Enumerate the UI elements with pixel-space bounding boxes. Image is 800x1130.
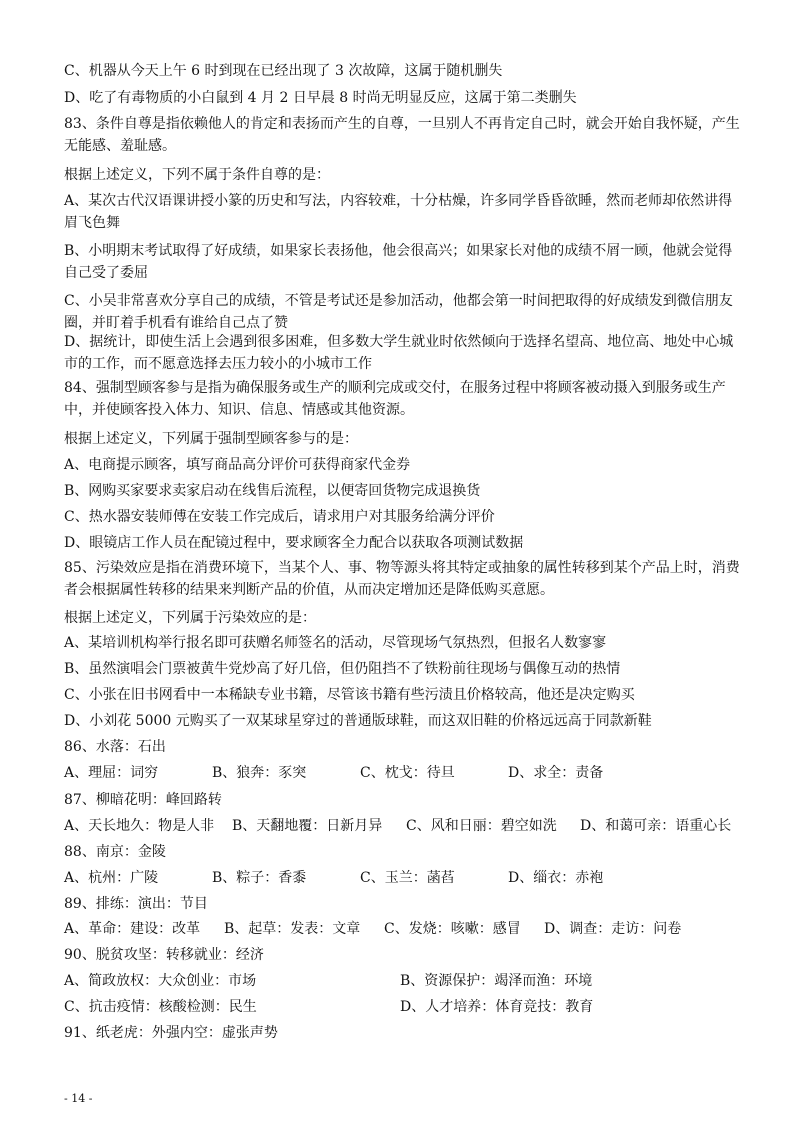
option-line: D、眼镜店工作人员在配镜过程中，要求顾客全力配合以获取各项测试数据	[64, 535, 524, 551]
question-87-stem: 87、柳暗花明：峰回路转	[64, 792, 222, 808]
option-b: B、起草：发表：文章	[224, 921, 361, 937]
option-c: C、发烧：咳嗽：感冒	[384, 921, 521, 937]
question-90-options-cd	[64, 996, 744, 1018]
question-87-options	[64, 815, 744, 837]
option-line: B、网购买家要求卖家启动在线售后流程，以便寄回货物完成退换货	[64, 483, 481, 499]
page-number: - 14 -	[64, 1092, 93, 1105]
option-line: C、机器从今天上午 6 时到现在已经出现了 3 次故障，这属于随机删失	[64, 63, 503, 79]
question-88-stem: 88、南京：金陵	[64, 844, 166, 860]
option-a: A、革命：建设：改革	[64, 921, 201, 937]
option-b: B、粽子：香黍	[212, 870, 307, 886]
option-line: D、小刘花 5000 元购买了一双某球星穿过的普通版球鞋，而这双旧鞋的价格远远高于同款新鞋	[64, 713, 652, 729]
option-d: D、和蔼可亲：语重心长	[580, 818, 732, 834]
option-d: D、人才培养：体育竞技：教育	[400, 999, 594, 1015]
option-a: A、天长地久：物是人非	[64, 818, 215, 834]
option-d: D、调查：走访：问卷	[544, 921, 682, 937]
question-86-stem: 86、水落：石出	[64, 739, 166, 755]
option-line: A、某培训机构举行报名即可获赠名师签名的活动，尽管现场气氛热烈，但报名人数寥寥	[64, 635, 607, 651]
option-c: C、风和日丽：碧空如洗	[406, 818, 557, 834]
question-90-stem: 90、脱贫攻坚：转移就业：经济	[64, 947, 264, 963]
option-d: D、缁衣：赤袍	[508, 870, 604, 886]
option-line: B、小明期末考试取得了好成绩，如果家长表扬他，他会很高兴；如果家长对他的成绩不屑一顾，他就会觉得自己受了委屈	[64, 243, 733, 281]
question-84-stem: 84、强制型顾客参与是指为确保服务或生产的顺利完成或交付，在服务过程中将顾客被动摄入到服务或生产中，并使顾客投入体力、知识、信息、情感或其他资源。	[64, 380, 726, 418]
question-89-stem: 89、排练：演出：节目	[64, 896, 208, 912]
option-d: D、求全：责备	[508, 765, 604, 781]
option-line: C、小吴非常喜欢分享自己的成绩，不管是考试还是参加活动，他都会第一时间把取得的好成绩发到微信朋友圈，并盯着手机看有谁给自己点了赞	[64, 293, 733, 331]
question-89-options	[64, 918, 744, 940]
question-83-stem: 83、条件自尊是指依赖他人的肯定和表扬而产生的自尊，一旦别人不再肯定自己时，就会开始自我怀疑，产生无能感、羞耻感。	[64, 116, 740, 154]
option-line: B、虽然演唱会门票被黄牛党炒高了好几倍，但仍阻挡不了铁粉前往现场与偶像互动的热情	[64, 661, 621, 677]
option-a: A、杭州：广陵	[64, 870, 159, 886]
question-prompt: 根据上述定义，下列属于污染效应的是：	[64, 610, 316, 626]
option-line: C、热水器安装师傅在安装工作完成后，请求用户对其服务给满分评价	[64, 509, 495, 525]
question-prompt: 根据上述定义，下列不属于条件自尊的是：	[64, 167, 330, 183]
question-88-options	[64, 867, 744, 889]
option-line: D、吃了有毒物质的小白鼠到 4 月 2 日早晨 8 时尚无明显反应，这属于第二类删失	[64, 90, 577, 106]
option-c: C、枕戈：待旦	[360, 765, 455, 781]
option-line: A、某次古代汉语课讲授小篆的历史和写法，内容较难，十分枯燥，许多同学昏昏欲睡，然而老师却依然讲得眉飞色舞	[64, 193, 733, 231]
option-line: D、据统计，即使生活上会遇到很多困难，但多数大学生就业时依然倾向于选择名望高、地位高、地处中心城市的工作，而不愿意选择去压力较小的小城市工作	[64, 334, 734, 372]
question-85-stem: 85、污染效应是指在消费环境下，当某个人、事、物等源头将其特定或抽象的属性转移到某个产品上时，消费者会根据属性转移的结果来判断产品的价值，从而决定增加还是降低购买意愿。	[64, 560, 740, 598]
option-line: A、电商提示顾客，填写商品高分评价可获得商家代金券	[64, 457, 411, 473]
question-91-stem: 91、纸老虎：外强内空：虚张声势	[64, 1025, 278, 1041]
question-90-options-ab	[64, 970, 744, 992]
option-a: A、简政放权：大众创业：市场	[64, 973, 257, 989]
option-b: B、狼奔：豕突	[212, 765, 307, 781]
option-line: C、小张在旧书网看中一本稀缺专业书籍，尽管该书籍有些污渍且价格较高，他还是决定购买	[64, 687, 635, 703]
option-a: A、理屈：词穷	[64, 765, 159, 781]
option-b: B、天翻地覆：日新月异	[232, 818, 383, 834]
option-c: C、抗击疫情：核酸检测：民生	[64, 999, 257, 1015]
question-86-options	[64, 762, 744, 784]
option-b: B、资源保护：竭泽而渔：环境	[400, 973, 593, 989]
option-c: C、玉兰：菡萏	[360, 870, 455, 886]
question-prompt: 根据上述定义，下列属于强制型顾客参与的是：	[64, 431, 358, 447]
